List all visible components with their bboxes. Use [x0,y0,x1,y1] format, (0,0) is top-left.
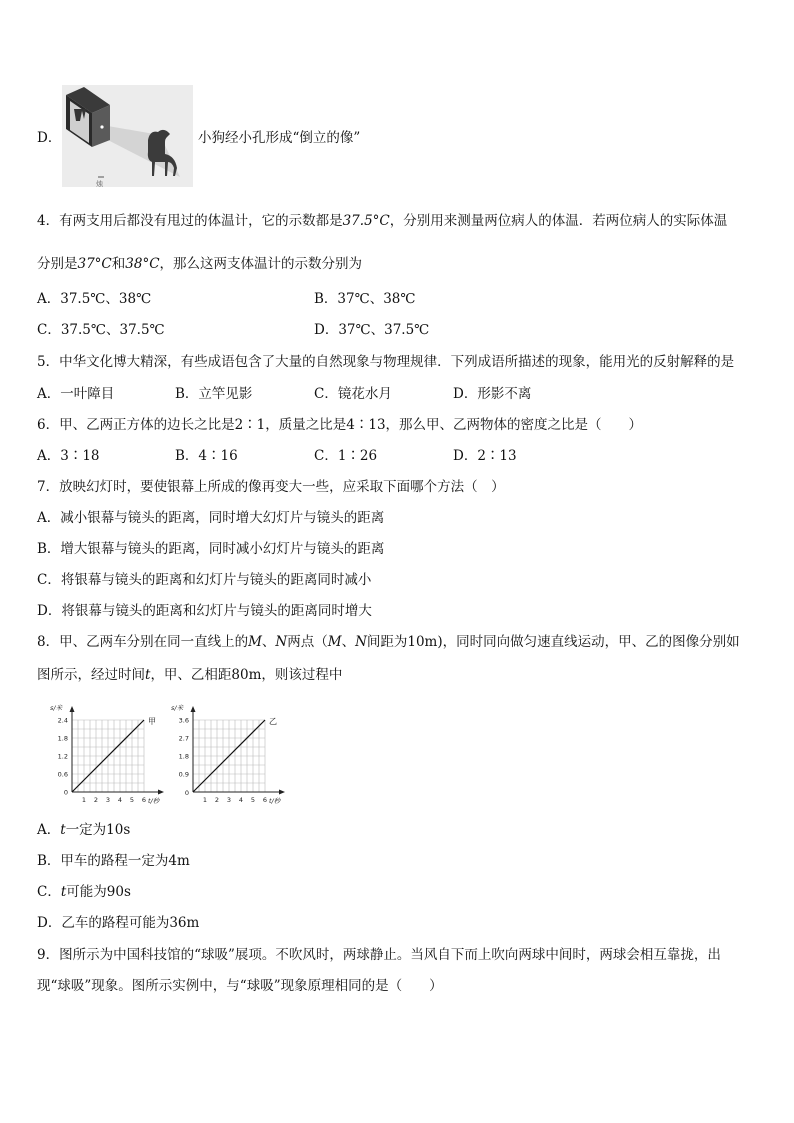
q6-option-d[interactable]: D．2∶13 [453,448,517,464]
y-tick-label: 2.4 [57,716,68,725]
q8-time-var: t [145,667,151,683]
q7-option-d[interactable]: D．将银幕与镜头的距离和幻灯片与镜头的距离同时增大 [37,603,372,619]
q8-text-e: 间距为10m)，同时同向做匀速直线运动，甲、乙的图像分别如 [366,634,740,650]
figure-base-label: 烛 [96,180,103,187]
q8-point-n: N [275,634,288,650]
x-tick-label: 4 [117,796,123,804]
chart-jia [44,700,164,810]
y-tick-label: 2.7 [178,734,189,743]
x-tick-label: 6 [262,796,268,804]
q4-option-a[interactable]: A．37.5℃、38℃ [37,291,152,307]
q7-option-a[interactable]: A．减小银幕与镜头的距离，同时增大幻灯片与镜头的距离 [37,510,385,526]
q4-option-b[interactable]: B．37℃、38℃ [314,291,416,307]
q8-option-a-text: 一定为10s [65,822,131,838]
q8-text-d: 、 [341,634,356,650]
q8-text-b: 、 [261,634,276,650]
q8-stem-line1 [37,632,740,652]
q8-option-a-var: t [60,822,66,838]
q8-text-c: 两点（ [287,634,328,650]
q5-stem: 5．中华文化博大精深，有些成语包含了大量的自然现象与物理规律．下列成语所描述的现象，能用光的反射解释的是 [37,354,735,370]
q3-option-d-letter: D． [37,130,62,146]
q4-temp-value-2: 38°C [125,256,160,272]
y-axis-label: s/米 [50,704,63,712]
q4-temp-value: 37.5°C [342,213,390,229]
y-tick-label: 1.8 [57,734,68,743]
q4-stem-line1 [37,211,727,231]
q4-stem-text-d: 和 [111,256,126,272]
origin-label: 0 [184,789,189,797]
x-tick-label: 3 [226,796,232,804]
q4-option-c[interactable]: C．37.5℃、37.5℃ [37,322,165,338]
q8-option-a-letter: A． [37,822,61,838]
q7-stem: 7．放映幻灯时，要使银幕上所成的像再变大一些，应采取下面哪个方法（ ） [37,479,505,495]
x-tick-label: 2 [93,796,99,804]
x-tick-label: 2 [214,796,220,804]
q8-option-d[interactable]: D．乙车的路程可能为36m [37,915,200,931]
q8-option-c-var: t [60,884,67,900]
q4-stem-text-e: ，那么这两支体温计的示数分别为 [159,256,363,272]
q8-text-a: 8．甲、乙两车分别在同一直线上的 [37,634,249,650]
q5-option-c[interactable]: C．镜花水月 [314,386,392,402]
q8-option-c[interactable] [37,882,131,902]
series-label: 甲 [148,717,156,726]
q4-stem-text-a: 4．有两支用后都没有甩过的体温计，它的示数都是 [37,213,343,229]
q4-stem-line2 [37,254,362,274]
q5-option-b[interactable]: B．立竿见影 [175,386,253,402]
y-tick-label: 3.6 [178,716,189,725]
chart-yi [165,700,285,810]
x-tick-label: 6 [141,796,147,804]
q8-stem-line2 [37,665,342,685]
y-axis-arrow [191,706,196,712]
q3-option-d-caption: 小狗经小孔形成“倒立的像” [198,130,361,146]
q5-option-d[interactable]: D．形影不离 [453,386,532,402]
q4-option-d[interactable]: D．37℃、37.5℃ [314,322,430,338]
q8-point-n-2: N [355,634,367,650]
q4-temp-value-1: 37°C [77,256,112,272]
y-tick-label: 0.6 [57,770,68,779]
q7-option-b[interactable]: B．增大银幕与镜头的距离，同时减小幻灯片与镜头的距离 [37,541,385,557]
x-tick-label: 5 [129,796,135,804]
q8-text-f: 图所示，经过时间 [37,667,145,683]
q8-point-m: M [248,634,262,650]
x-tick-label: 1 [202,796,208,804]
q6-option-a[interactable]: A．3∶18 [37,448,100,464]
y-tick-label: 0 [63,788,68,797]
pinhole-dog-illustration [62,85,193,187]
x-tick-label: 4 [238,796,244,804]
pinhole-camera-figure [62,85,193,187]
y-tick-label: 1.8 [178,752,189,761]
y-axis-label: s/米 [171,704,184,712]
q6-option-c[interactable]: C．1∶26 [314,448,378,464]
q7-option-c[interactable]: C．将银幕与镜头的距离和幻灯片与镜头的距离同时减小 [37,572,372,588]
q8-text-g: ，甲、乙相距80m，则该过程中 [150,667,343,683]
q6-stem: 6．甲、乙两正方体的边长之比是2∶1，质量之比是4∶13，那么甲、乙两物体的密度之比是（ ） [37,417,643,433]
x-tick-label: 1 [81,796,87,804]
q8-option-b[interactable]: B．甲车的路程一定为4m [37,853,190,869]
q4-stem-text-c: 分别是 [37,256,78,272]
q8-option-c-letter: C． [37,884,61,900]
q9-stem-line2: 现“球吸”现象。图所示实例中，与“球吸”现象原理相同的是（ ） [37,978,443,994]
x-axis-label: t/秒 [269,797,281,805]
q8-point-m-2: M [327,634,342,650]
x-tick-label: 3 [105,796,111,804]
q4-stem-text-b: ，分别用来测量两位病人的体温．若两位病人的实际体温 [389,213,728,229]
x-axis-arrow [158,790,164,795]
q9-stem-line1: 9．图所示为中国科技馆的“球吸”展项。不吹风时，两球静止。当风自下而上吹向两球中间时，两球会相互靠拢，出 [37,947,721,963]
y-axis-arrow [70,706,75,712]
y-tick-label: 1.2 [57,752,68,761]
x-axis-label: t/秒 [148,797,160,805]
y-tick-label: 0.9 [178,770,189,779]
q6-option-b[interactable]: B．4∶16 [175,448,238,464]
q8-option-c-text: 可能为90s [66,884,131,900]
q8-option-a[interactable] [37,820,130,840]
x-tick-label: 5 [250,796,256,804]
series-label: 乙 [269,717,277,726]
q5-option-a[interactable]: A．一叶障目 [37,386,115,402]
x-axis-arrow [279,790,285,795]
